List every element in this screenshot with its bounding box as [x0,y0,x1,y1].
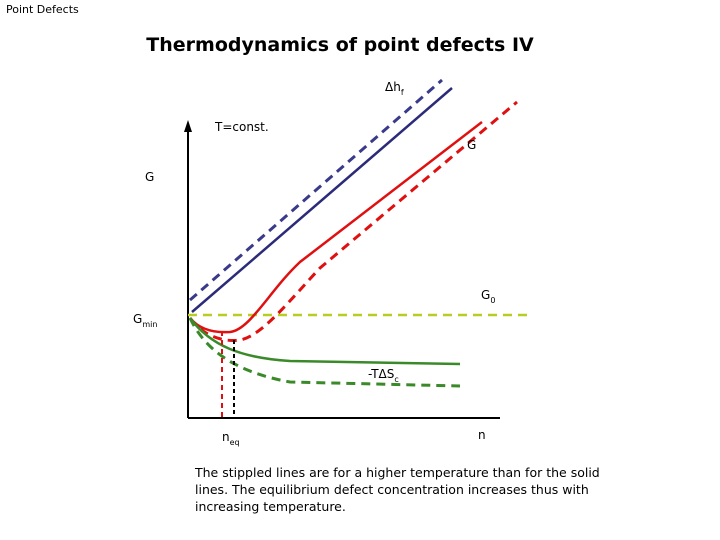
y-axis-arrow [184,120,192,132]
entropy-label: $-T\Delta S_c$ [368,367,399,384]
temperature-label: T=const. [215,120,269,134]
entropy-curve-dashed [190,318,460,386]
caption: The stippled lines are for a higher temperature than for the solid lines. The equilibrium defect concentration increases thus with increasing temperature. [195,465,600,514]
page-header: Point Defects [6,3,79,16]
g0-label: $G_0$ [481,288,496,305]
enthalpy-line-dashed [190,80,442,300]
slide-title: Thermodynamics of point defects IV [146,34,534,56]
neq-label: $n_{eq}$ [222,430,240,447]
gmin-label: $G_{min}$ [133,312,158,329]
free-energy-curve-solid [190,122,482,332]
enthalpy-label: $\Delta h_f$ [385,80,404,97]
g-curve-label: G [467,138,477,152]
n-axis-label: n [478,428,486,442]
g-axis-label: G [145,170,155,184]
